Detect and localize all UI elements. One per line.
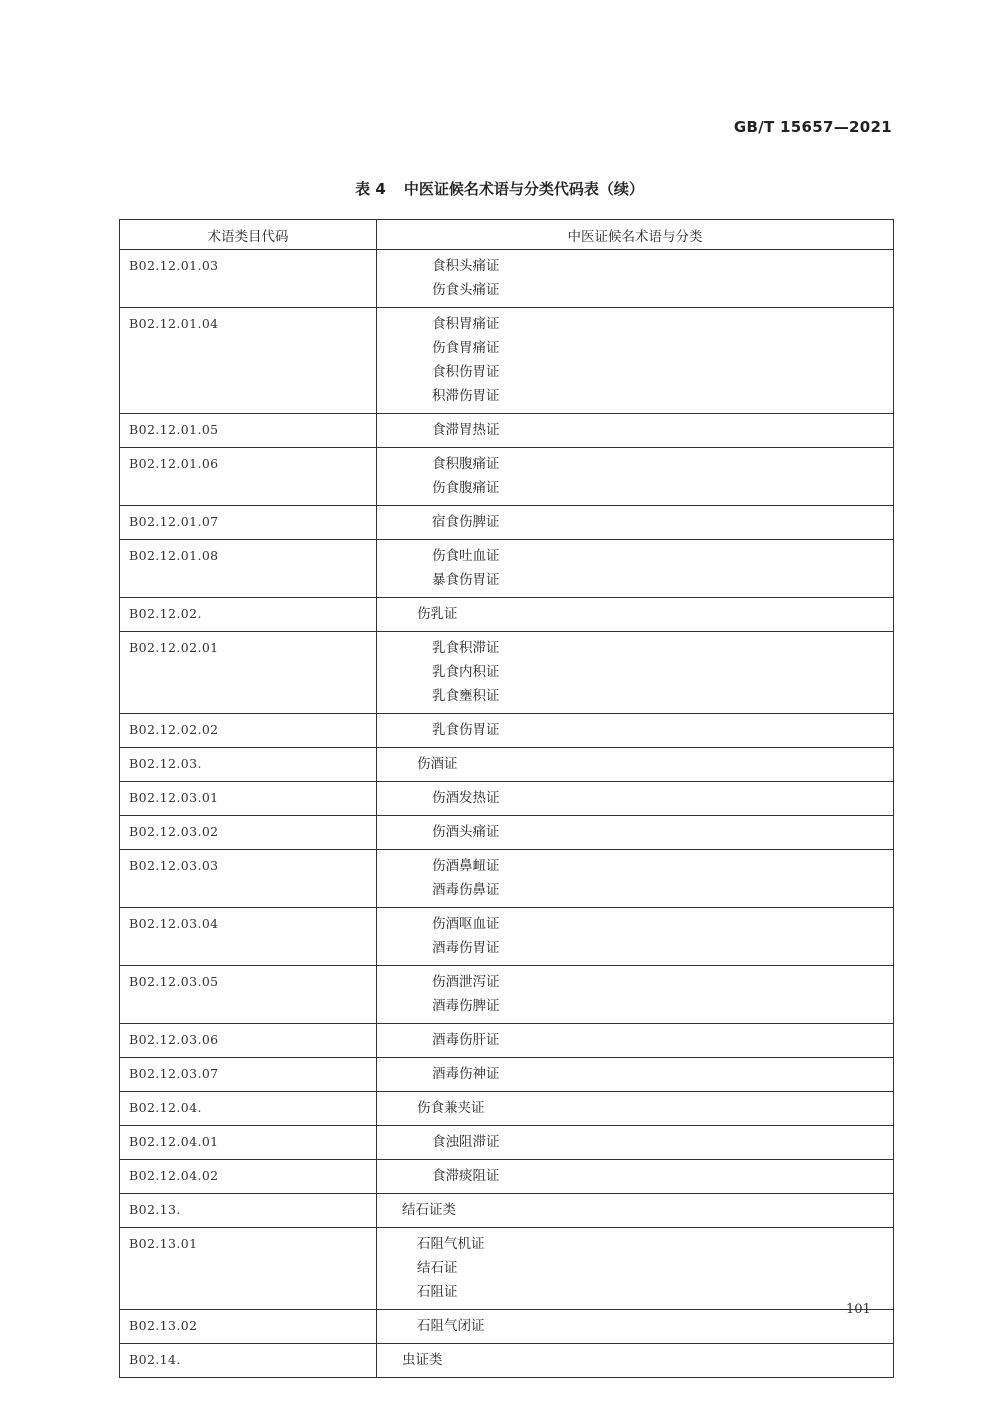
term-name-cell [377,1024,894,1058]
term-name-cell [377,1310,894,1344]
term-name: 乳食内积证 [432,664,500,680]
table-row [120,908,894,966]
term-name: 食滞胃热证 [432,422,500,438]
term-name: 积滞伤胃证 [432,388,500,404]
term-name: 酒毒伤肝证 [432,1032,500,1048]
term-name-cell [377,632,894,714]
table-row [120,1024,894,1058]
term-name: 酒毒伤胃证 [432,940,500,956]
table-row [120,1344,894,1378]
table-row [120,714,894,748]
term-code-cell: B02.12.01.07 [120,506,377,540]
term-name: 伤酒头痛证 [432,824,500,840]
term-name-cell [377,1160,894,1194]
term-name: 乳食积滞证 [432,640,500,656]
term-name: 伤食腹痛证 [432,480,500,496]
term-name: 伤乳证 [417,606,458,622]
term-name-cell [377,448,894,506]
term-code-cell: B02.12.02. [120,598,377,632]
term-code-cell: B02.12.03.03 [120,850,377,908]
term-code-cell: B02.12.03.06 [120,1024,377,1058]
term-code-cell: B02.13. [120,1194,377,1228]
term-code-cell: B02.13.02 [120,1310,377,1344]
term-name-cell [377,850,894,908]
term-name: 伤食胃痛证 [432,340,500,356]
term-code-cell: B02.12.01.04 [120,308,377,414]
term-name-cell [377,308,894,414]
term-name: 食积头痛证 [432,258,500,274]
table-row [120,448,894,506]
table-row [120,598,894,632]
term-name: 酒毒伤脾证 [432,998,500,1014]
table-row [120,250,894,308]
term-name: 伤酒泄泻证 [432,974,500,990]
term-code-cell: B02.12.02.01 [120,632,377,714]
term-code-cell: B02.12.03.01 [120,782,377,816]
term-code-cell: B02.12.04.02 [120,1160,377,1194]
term-name: 暴食伤胃证 [432,572,500,588]
term-name: 石阻气闭证 [417,1318,485,1334]
term-code-cell: B02.12.03. [120,748,377,782]
column-header-term: 中医证候名术语与分类 [377,220,894,250]
table-row [120,850,894,908]
standard-code: GB/T 15657—2021 [733,118,892,136]
term-name-cell [377,966,894,1024]
term-name: 伤酒发热证 [432,790,500,806]
table-row [120,414,894,448]
term-name: 食浊阻滞证 [432,1134,500,1150]
term-name: 结石证类 [402,1202,456,1218]
table-title: 中医证候名术语与分类代码表（续） [403,180,644,198]
page-number: 101 [846,1302,871,1317]
table-row [120,1228,894,1310]
table-row [120,1126,894,1160]
term-name-cell [377,714,894,748]
term-code-cell: B02.14. [120,1344,377,1378]
term-name-cell [377,1092,894,1126]
table-row [120,782,894,816]
term-name-cell [377,816,894,850]
term-name: 石阻证 [417,1284,458,1300]
term-name: 宿食伤脾证 [432,514,500,530]
term-name-cell [377,540,894,598]
term-name-cell [377,414,894,448]
term-name: 食积伤胃证 [432,364,500,380]
term-name: 乳食壅积证 [432,688,500,704]
term-code-cell: B02.12.01.06 [120,448,377,506]
term-code-cell: B02.12.03.05 [120,966,377,1024]
term-name: 食积胃痛证 [432,316,500,332]
term-name: 食积腹痛证 [432,456,500,472]
term-code-cell: B02.12.04.01 [120,1126,377,1160]
column-header-code: 术语类目代码 [120,220,377,250]
table-row [120,1160,894,1194]
table-number: 表 4 [355,180,386,198]
term-name: 伤酒鼻衄证 [432,858,500,874]
term-code-cell: B02.12.02.02 [120,714,377,748]
term-code-cell: B02.12.03.04 [120,908,377,966]
term-name: 伤食兼夹证 [417,1100,485,1116]
term-name: 伤食吐血证 [432,548,500,564]
table-row [120,1194,894,1228]
term-name-cell [377,598,894,632]
term-code-cell: B02.12.03.07 [120,1058,377,1092]
table-row [120,816,894,850]
term-name-cell [377,748,894,782]
table-header-row [120,220,894,250]
term-name: 虫证类 [402,1352,443,1368]
term-name: 酒毒伤鼻证 [432,882,500,898]
table-row [120,966,894,1024]
term-name: 酒毒伤神证 [432,1066,500,1082]
term-code-cell: B02.12.01.08 [120,540,377,598]
table-row [120,1058,894,1092]
term-name: 乳食伤胃证 [432,722,500,738]
table-row [120,540,894,598]
table-row [120,506,894,540]
table-row [120,1092,894,1126]
term-name: 伤食头痛证 [432,282,500,298]
term-code-cell: B02.12.03.02 [120,816,377,850]
table-row [120,748,894,782]
term-name: 石阻气机证 [417,1236,485,1252]
term-name-cell [377,1126,894,1160]
term-code-cell: B02.12.01.05 [120,414,377,448]
term-code-cell: B02.12.04. [120,1092,377,1126]
term-code-cell: B02.13.01 [120,1228,377,1310]
term-name-cell [377,506,894,540]
term-name-cell [377,782,894,816]
term-code-cell: B02.12.01.03 [120,250,377,308]
term-code-table [119,219,894,1378]
term-name: 伤酒呕血证 [432,916,500,932]
table-body [120,250,894,1378]
term-name: 结石证 [417,1260,458,1276]
table-caption [0,178,999,199]
table-row [120,308,894,414]
term-name-cell [377,908,894,966]
term-name-cell [377,1058,894,1092]
term-name-cell [377,1344,894,1378]
term-name-cell [377,1228,894,1310]
term-name-cell [377,250,894,308]
term-name: 食滞痰阻证 [432,1168,500,1184]
term-name-cell [377,1194,894,1228]
table-row [120,1310,894,1344]
term-name: 伤酒证 [417,756,458,772]
table-row [120,632,894,714]
